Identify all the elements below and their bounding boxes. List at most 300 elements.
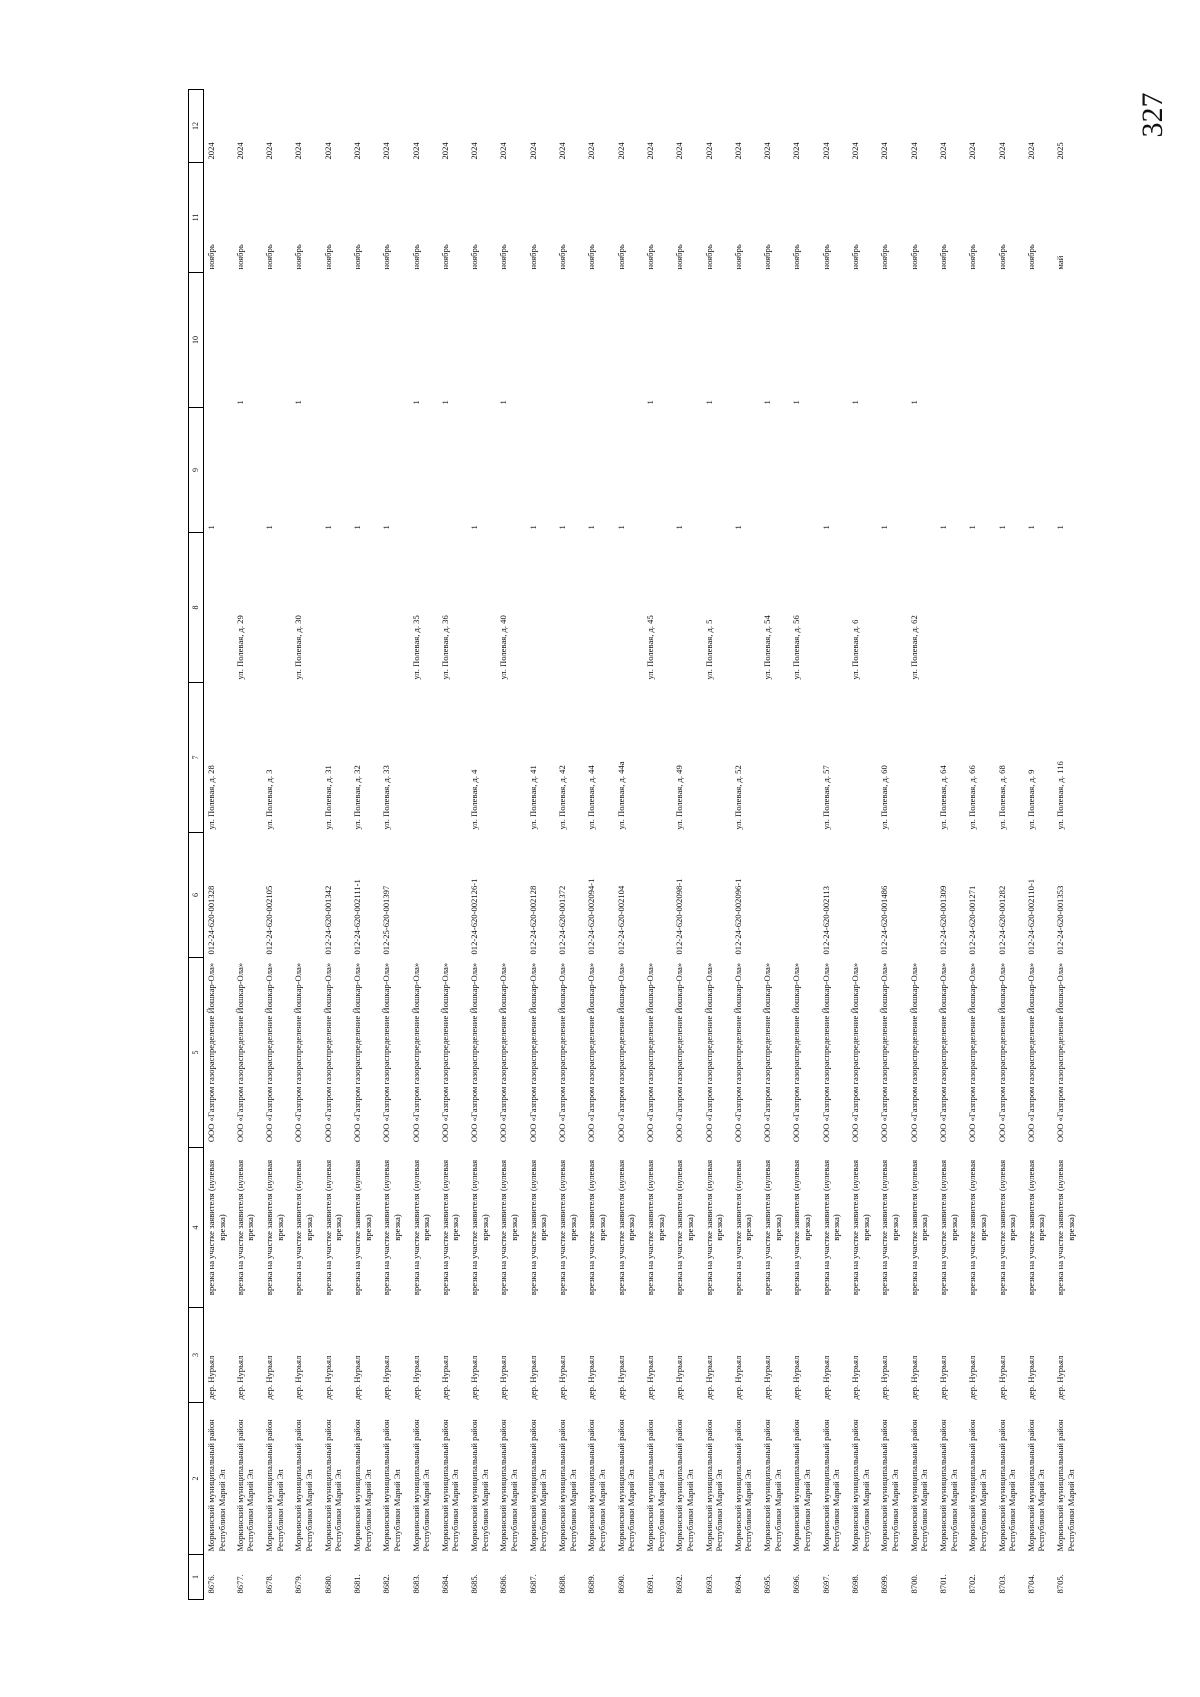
district-cell: Моркинский муниципальный район Республики Марий Эл (762, 1419, 783, 1552)
work-type-cell: врезка на участке заявителя (нулевая врезка) (644, 1159, 666, 1296)
table-row (760, 90, 789, 1600)
year-cell: 2024 (791, 142, 802, 160)
row-number: 8684. (439, 1574, 450, 1594)
organization-cell: ООО «Газпром газораспределение Йошкар-Ола» (762, 962, 773, 1143)
work-type-cell: врезка на участке заявителя (нулевая врезка) (586, 1159, 607, 1296)
organization-cell: ООО «Газпром газораспределение Йошкар-Ола» (937, 962, 948, 1143)
month-cell: ноябрь (206, 244, 216, 270)
application-id-cell (789, 833, 818, 958)
table-row (907, 90, 936, 1600)
address-alt-cell: ул. Полевая, д. 40 (498, 615, 509, 680)
address-cell (438, 683, 467, 833)
table-row (204, 90, 233, 1600)
column-header-11: 11 (189, 163, 204, 273)
organization-cell: ООО «Газпром газораспределение Йошкар-Ола» (996, 962, 1007, 1143)
table-row (672, 90, 701, 1600)
rotated-page-content (188, 90, 1200, 1600)
row-number: 8703. (996, 1574, 1007, 1594)
year-cell: 2024 (820, 142, 831, 160)
organization-cell: ООО «Газпром газораспределение Йошкар-Ола» (1055, 962, 1066, 1143)
settlement-cell: дер. Нурьял (322, 1355, 333, 1400)
address-alt-cell (936, 533, 965, 683)
address-cell: ул. Полевая, д. 52 (732, 765, 743, 830)
work-type-cell: врезка на участке заявителя (нулевая врезка) (527, 1159, 549, 1296)
table-row (526, 90, 555, 1600)
row-number: 8680. (322, 1574, 333, 1594)
address-cell: ул. Полевая, д. 116 (1055, 761, 1066, 830)
organization-cell: ООО «Газпром газораспределение Йошкар-Ола» (908, 962, 919, 1143)
column-9-value: 1 (381, 525, 392, 530)
column-10-value (614, 273, 643, 408)
settlement-cell: дер. Нурьял (206, 1355, 216, 1400)
month-cell: ноябрь (908, 244, 919, 270)
row-number: 8686. (498, 1574, 509, 1594)
row-number: 8697. (820, 1574, 831, 1594)
year-cell: 2024 (703, 142, 714, 160)
table-row (379, 90, 408, 1600)
table-row (291, 90, 320, 1600)
year-cell: 2024 (1025, 142, 1036, 160)
application-id-cell (409, 833, 438, 958)
address-alt-cell: ул. Полевая, д. 62 (908, 615, 919, 680)
application-id-cell: 012-24-620-002105 (264, 885, 275, 955)
table-row (614, 90, 643, 1600)
column-10-value: 1 (498, 400, 509, 405)
organization-cell: ООО «Газпром газораспределение Йошкар-Ола» (557, 962, 568, 1143)
column-9-value: 1 (1025, 525, 1036, 530)
row-number: 8690. (615, 1574, 626, 1594)
address-cell (233, 683, 262, 833)
application-id-cell: 012-24-620-001271 (967, 885, 978, 955)
district-cell: Моркинский муниципальный район Республики Марий Эл (908, 1419, 930, 1552)
month-cell: ноябрь (498, 244, 509, 270)
district-cell: Моркинский муниципальный район Республики Марий Эл (996, 1419, 1018, 1552)
table-header (189, 90, 204, 1600)
row-number: 8679. (293, 1574, 304, 1594)
column-9-value: 1 (615, 525, 626, 530)
column-10-value (731, 273, 760, 408)
year-cell: 2024 (996, 142, 1007, 160)
address-alt-cell (731, 533, 760, 683)
column-10-value: 1 (791, 400, 802, 405)
address-cell (291, 683, 320, 833)
month-cell: ноябрь (322, 244, 333, 270)
work-type-cell: врезка на участке заявителя (нулевая врезка) (703, 1159, 725, 1296)
row-number: 8692. (674, 1574, 685, 1594)
organization-cell: ООО «Газпром газораспределение Йошкар-Ола» (850, 962, 861, 1143)
table-row (321, 90, 350, 1600)
column-9-value (291, 408, 320, 533)
column-9-value: 1 (732, 525, 743, 530)
district-cell: Моркинский муниципальный район Республики Марий Эл (527, 1419, 549, 1552)
row-number: 8681. (351, 1574, 362, 1594)
row-number: 8682. (381, 1574, 392, 1594)
organization-cell: ООО «Газпром газораспределение Йошкар-Ола» (674, 962, 685, 1143)
organization-cell: ООО «Газпром газораспределение Йошкар-Ола» (1025, 962, 1036, 1143)
organization-cell: ООО «Газпром газораспределение Йошкар-Ола» (615, 962, 626, 1143)
table-row (702, 90, 731, 1600)
settlement-cell: дер. Нурьял (820, 1355, 831, 1400)
application-id-cell: 012-24-620-001372 (557, 885, 568, 955)
address-cell: ул. Полевая, д. 57 (820, 765, 831, 830)
year-cell: 2024 (410, 142, 421, 160)
table-body (204, 90, 1083, 1600)
address-alt-cell (819, 533, 848, 683)
address-cell: ул. Полевая, д. 68 (996, 765, 1007, 830)
organization-cell: ООО «Газпром газораспределение Йошкар-Ола» (732, 962, 743, 1143)
work-type-cell: врезка на участке заявителя (нулевая врезка) (908, 1159, 930, 1296)
row-number: 8687. (527, 1574, 538, 1594)
row-number: 8676. (206, 1574, 216, 1594)
row-number: 8691. (644, 1574, 655, 1594)
district-cell: Моркинский муниципальный район Республики Марий Эл (498, 1419, 520, 1552)
row-number: 8702. (967, 1574, 978, 1594)
address-cell: ул. Полевая, д. 66 (967, 765, 978, 830)
year-cell: 2025 (1055, 142, 1066, 160)
row-number: 8705. (1055, 1574, 1066, 1594)
organization-cell: ООО «Газпром газораспределение Йошкар-Ола» (703, 962, 714, 1143)
row-number: 8694. (732, 1574, 743, 1594)
address-alt-cell: ул. Полевая, д. 35 (410, 615, 421, 680)
application-id-cell: 012-24-620-001486 (879, 885, 890, 955)
column-header-12: 12 (189, 90, 204, 163)
work-type-cell: врезка на участке заявителя (нулевая врезка) (234, 1159, 256, 1296)
district-cell: Моркинский муниципальный район Республики Марий Эл (264, 1419, 285, 1552)
table-row (467, 90, 496, 1600)
application-id-cell: 012-24-620-002096-1 (732, 878, 743, 955)
settlement-cell: дер. Нурьял (1055, 1355, 1066, 1400)
month-cell: ноябрь (937, 244, 948, 270)
district-cell: Моркинский муниципальный район Республики Марий Эл (850, 1419, 871, 1552)
district-cell: Моркинский муниципальный район Республики Марий Эл (557, 1419, 578, 1552)
settlement-cell: дер. Нурьял (762, 1355, 773, 1400)
district-cell: Моркинский муниципальный район Республики Марий Эл (293, 1419, 314, 1552)
application-id-cell: 012-24-620-002104 (615, 885, 626, 955)
district-cell: Моркинский муниципальный район Республики Марий Эл (586, 1419, 607, 1552)
work-type-cell: врезка на участке заявителя (нулевая врезка) (322, 1159, 344, 1296)
address-alt-cell (672, 533, 701, 683)
work-type-cell: врезка на участке заявителя (нулевая врезка) (674, 1159, 695, 1296)
table-row (965, 90, 994, 1600)
organization-cell: ООО «Газпром газораспределение Йошкар-Ола» (351, 962, 362, 1143)
address-cell (907, 683, 936, 833)
month-cell: ноябрь (351, 244, 362, 270)
year-cell: 2024 (322, 142, 333, 160)
address-cell: ул. Полевая, д. 44 (586, 765, 597, 830)
work-type-cell: врезка на участке заявителя (нулевая врезка) (1025, 1159, 1047, 1296)
organization-cell: ООО «Газпром газораспределение Йошкар-Ола» (791, 962, 802, 1143)
organization-cell: ООО «Газпром газораспределение Йошкар-Ола» (410, 962, 421, 1143)
work-type-cell: врезка на участке заявителя (нулевая врезка) (351, 1159, 373, 1296)
settlement-cell: дер. Нурьял (293, 1355, 304, 1400)
column-10-value (936, 273, 965, 408)
application-id-cell: 012-24-620-002098-1 (674, 878, 685, 955)
column-9-value: 1 (351, 525, 362, 530)
year-cell: 2024 (557, 142, 568, 160)
address-cell: ул. Полевая, д. 44а (615, 761, 626, 830)
column-header-8: 8 (189, 533, 204, 683)
row-number: 8689. (586, 1574, 597, 1594)
row-number: 8701. (937, 1574, 948, 1594)
application-id-cell: 012-24-620-002111-1 (351, 879, 362, 955)
address-alt-cell (526, 533, 555, 683)
district-cell: Моркинский муниципальный район Республики Марий Эл (879, 1419, 900, 1552)
work-type-cell: врезка на участке заявителя (нулевая врезка) (264, 1159, 285, 1296)
month-cell: ноябрь (820, 244, 831, 270)
settlement-cell: дер. Нурьял (1025, 1355, 1036, 1400)
organization-cell: ООО «Газпром газораспределение Йошкар-Ола» (527, 962, 538, 1143)
table-row (731, 90, 760, 1600)
application-id-cell (291, 833, 320, 958)
row-number: 8696. (791, 1574, 802, 1594)
district-cell: Моркинский муниципальный район Республики Марий Эл (615, 1419, 637, 1552)
application-id-cell (438, 833, 467, 958)
address-cell: ул. Полевая, д. 49 (674, 765, 685, 830)
address-cell: ул. Полевая, д. 3 (264, 769, 275, 830)
month-cell: ноябрь (703, 244, 714, 270)
row-number: 8677. (234, 1574, 245, 1594)
organization-cell: ООО «Газпром газораспределение Йошкар-Ола» (322, 962, 333, 1143)
table-row (819, 90, 848, 1600)
address-cell (848, 683, 877, 833)
column-10-value (262, 273, 291, 408)
row-number: 8688. (557, 1574, 568, 1594)
address-alt-cell (467, 533, 496, 683)
table-row (1053, 90, 1082, 1600)
year-cell: 2024 (937, 142, 948, 160)
settlement-cell: дер. Нурьял (615, 1355, 626, 1400)
settlement-cell: дер. Нурьял (586, 1355, 597, 1400)
organization-cell: ООО «Газпром газораспределение Йошкар-Ола» (469, 962, 480, 1143)
address-alt-cell: ул. Полевая, д. 56 (791, 615, 802, 680)
column-10-value: 1 (908, 400, 919, 405)
district-cell: Моркинский муниципальный район Республики Марий Эл (381, 1419, 402, 1552)
work-type-cell: врезка на участке заявителя (нулевая врезка) (439, 1159, 461, 1296)
address-cell: ул. Полевая, д. 60 (879, 765, 890, 830)
month-cell: ноябрь (850, 244, 861, 270)
row-number: 8685. (469, 1574, 480, 1594)
work-type-cell: врезка на участке заявителя (нулевая врезка) (879, 1159, 900, 1296)
month-cell: ноябрь (791, 244, 802, 270)
month-cell: ноябрь (439, 244, 450, 270)
year-cell: 2024 (234, 142, 245, 160)
month-cell: ноябрь (557, 244, 568, 270)
address-cell (760, 683, 789, 833)
column-9-value: 1 (820, 525, 831, 530)
column-10-value (467, 273, 496, 408)
column-10-value: 1 (410, 400, 421, 405)
column-9-value: 1 (557, 525, 568, 530)
settlement-cell: дер. Нурьял (439, 1355, 450, 1400)
application-id-cell (907, 833, 936, 958)
application-id-cell: 012-24-620-002128 (527, 885, 538, 955)
settlement-cell: дер. Нурьял (850, 1355, 861, 1400)
column-header-7: 7 (189, 683, 204, 833)
month-cell: ноябрь (732, 244, 743, 270)
settlement-cell: дер. Нурьял (557, 1355, 568, 1400)
column-10-value (995, 273, 1024, 408)
year-cell: 2024 (644, 142, 655, 160)
column-9-value: 1 (322, 525, 333, 530)
column-10-value (819, 273, 848, 408)
row-number: 8693. (703, 1574, 714, 1594)
table-row (1024, 90, 1053, 1600)
work-type-cell: врезка на участке заявителя (нулевая врезка) (732, 1159, 754, 1296)
column-header-4: 4 (189, 1148, 204, 1308)
column-header-10: 10 (189, 273, 204, 408)
year-cell: 2024 (674, 142, 685, 160)
application-id-cell (760, 833, 789, 958)
application-id-cell: 012-24-620-002110-1 (1025, 878, 1036, 955)
year-cell: 2024 (206, 142, 216, 160)
address-alt-cell (584, 533, 613, 683)
settlement-cell: дер. Нурьял (644, 1355, 655, 1400)
work-type-cell: врезка на участке заявителя (нулевая врезка) (967, 1159, 988, 1296)
address-cell (789, 683, 818, 833)
column-10-value (877, 273, 906, 408)
month-cell: ноябрь (615, 244, 626, 270)
settlement-cell: дер. Нурьял (967, 1355, 978, 1400)
district-cell: Моркинский муниципальный район Республики Марий Эл (967, 1419, 988, 1552)
month-cell: ноябрь (264, 244, 275, 270)
column-10-value: 1 (762, 400, 773, 405)
column-10-value: 1 (703, 400, 714, 405)
year-cell: 2024 (615, 142, 626, 160)
settlement-cell: дер. Нурьял (381, 1355, 392, 1400)
column-10-value (1024, 273, 1053, 408)
column-9-value: 1 (996, 525, 1007, 530)
column-10-value: 1 (234, 400, 245, 405)
address-alt-cell: ул. Полевая, д. 30 (293, 615, 304, 680)
settlement-cell: дер. Нурьял (703, 1355, 714, 1400)
district-cell: Моркинский муниципальный район Республики Марий Эл (351, 1419, 373, 1552)
column-header-9: 9 (189, 408, 204, 533)
year-cell: 2024 (527, 142, 538, 160)
column-9-value (702, 408, 731, 533)
column-10-value (321, 273, 350, 408)
row-number: 8683. (410, 1574, 421, 1594)
month-cell: ноябрь (644, 244, 655, 270)
application-id-cell: 012-24-620-002113 (820, 886, 831, 955)
application-id-cell: 012-24-620-001353 (1055, 885, 1066, 955)
settlement-cell: дер. Нурьял (674, 1355, 685, 1400)
address-alt-cell (995, 533, 1024, 683)
column-9-value (907, 408, 936, 533)
row-number: 8704. (1025, 1574, 1036, 1594)
application-id-cell: 012-24-620-001328 (206, 885, 216, 955)
district-cell: Моркинский муниципальный район Республики Марий Эл (234, 1419, 256, 1552)
work-type-cell: врезка на участке заявителя (нулевая врезка) (615, 1159, 637, 1296)
district-cell: Моркинский муниципальный район Республики Марий Эл (674, 1419, 695, 1552)
month-cell: ноябрь (879, 244, 890, 270)
table-row (848, 90, 877, 1600)
address-cell: ул. Полевая, д. 9 (1025, 769, 1036, 830)
address-cell (643, 683, 672, 833)
application-id-cell (702, 833, 731, 958)
column-header-1: 1 (189, 1555, 204, 1600)
month-cell: ноябрь (762, 244, 773, 270)
district-cell: Моркинский муниципальный район Республики Марий Эл (791, 1419, 813, 1552)
organization-cell: ООО «Газпром газораспределение Йошкар-Ола» (206, 962, 216, 1143)
month-cell: ноябрь (1025, 244, 1036, 270)
application-id-cell: 012-24-620-002126-1 (469, 878, 480, 955)
year-cell: 2024 (264, 142, 275, 160)
month-cell: ноябрь (996, 244, 1007, 270)
organization-cell: ООО «Газпром газораспределение Йошкар-Ола» (879, 962, 890, 1143)
district-cell: Моркинский муниципальный район Республики Марий Эл (410, 1419, 432, 1552)
work-type-cell: врезка на участке заявителя (нулевая врезка) (937, 1159, 959, 1296)
column-10-value: 1 (850, 400, 861, 405)
address-alt-cell (1024, 533, 1053, 683)
year-cell: 2024 (762, 142, 773, 160)
application-id-cell: 012-24-620-001282 (996, 885, 1007, 955)
column-9-value (496, 408, 525, 533)
year-cell: 2024 (381, 142, 392, 160)
district-cell: Моркинский муниципальный район Республики Марий Эл (439, 1419, 461, 1552)
column-header-5: 5 (189, 958, 204, 1148)
address-cell: ул. Полевая, д. 42 (557, 765, 568, 830)
settlement-cell: дер. Нурьял (908, 1355, 919, 1400)
address-alt-cell: ул. Полевая, д. 29 (234, 615, 245, 680)
address-cell: ул. Полевая, д. 33 (381, 765, 392, 830)
address-alt-cell: ул. Полевая, д. 6 (850, 619, 861, 680)
work-type-cell: врезка на участке заявителя (нулевая врезка) (791, 1159, 813, 1296)
row-number: 8695. (762, 1574, 773, 1594)
address-alt-cell: ул. Полевая, д. 36 (439, 615, 450, 680)
settlement-cell: дер. Нурьял (791, 1355, 802, 1400)
column-10-value (555, 273, 584, 408)
district-cell: Моркинский муниципальный район Республики Марий Эл (703, 1419, 725, 1552)
address-alt-cell (877, 533, 906, 683)
work-type-cell: врезка на участке заявителя (нулевая врезка) (381, 1159, 402, 1296)
organization-cell: ООО «Газпром газораспределение Йошкар-Ола» (967, 962, 978, 1143)
address-cell (702, 683, 731, 833)
column-10-value (1053, 273, 1082, 408)
application-id-cell: 012-25-620-001397 (381, 885, 392, 955)
table-row (643, 90, 672, 1600)
application-id-cell: 012-24-620-002094-1 (586, 878, 597, 955)
work-type-cell: врезка на участке заявителя (нулевая врезка) (557, 1159, 578, 1296)
column-10-value (672, 273, 701, 408)
year-cell: 2024 (439, 142, 450, 160)
district-cell: Моркинский муниципальный район Республики Марий Эл (322, 1419, 344, 1552)
application-id-cell (233, 833, 262, 958)
settlement-cell: дер. Нурьял (234, 1355, 245, 1400)
address-alt-cell (321, 533, 350, 683)
address-cell: ул. Полевая, д. 4 (469, 769, 480, 830)
application-id-cell (643, 833, 672, 958)
column-10-value: 1 (293, 400, 304, 405)
column-9-value (643, 408, 672, 533)
column-9-value: 1 (674, 525, 685, 530)
address-cell (496, 683, 525, 833)
settlement-cell: дер. Нурьял (527, 1355, 538, 1400)
work-type-cell: врезка на участке заявителя (нулевая врезка) (850, 1159, 871, 1296)
table-row (496, 90, 525, 1600)
table-row (409, 90, 438, 1600)
table-row (995, 90, 1024, 1600)
work-type-cell: врезка на участке заявителя (нулевая врезка) (206, 1159, 227, 1296)
district-cell: Моркинский муниципальный район Республики Марий Эл (469, 1419, 490, 1552)
address-alt-cell (614, 533, 643, 683)
settlement-cell: дер. Нурьял (410, 1355, 421, 1400)
column-9-value (760, 408, 789, 533)
column-10-value (379, 273, 408, 408)
application-id-cell: 012-24-620-001309 (937, 885, 948, 955)
district-cell: Моркинский муниципальный район Республики Марий Эл (1055, 1419, 1076, 1552)
column-header-3: 3 (189, 1308, 204, 1403)
year-cell: 2024 (732, 142, 743, 160)
